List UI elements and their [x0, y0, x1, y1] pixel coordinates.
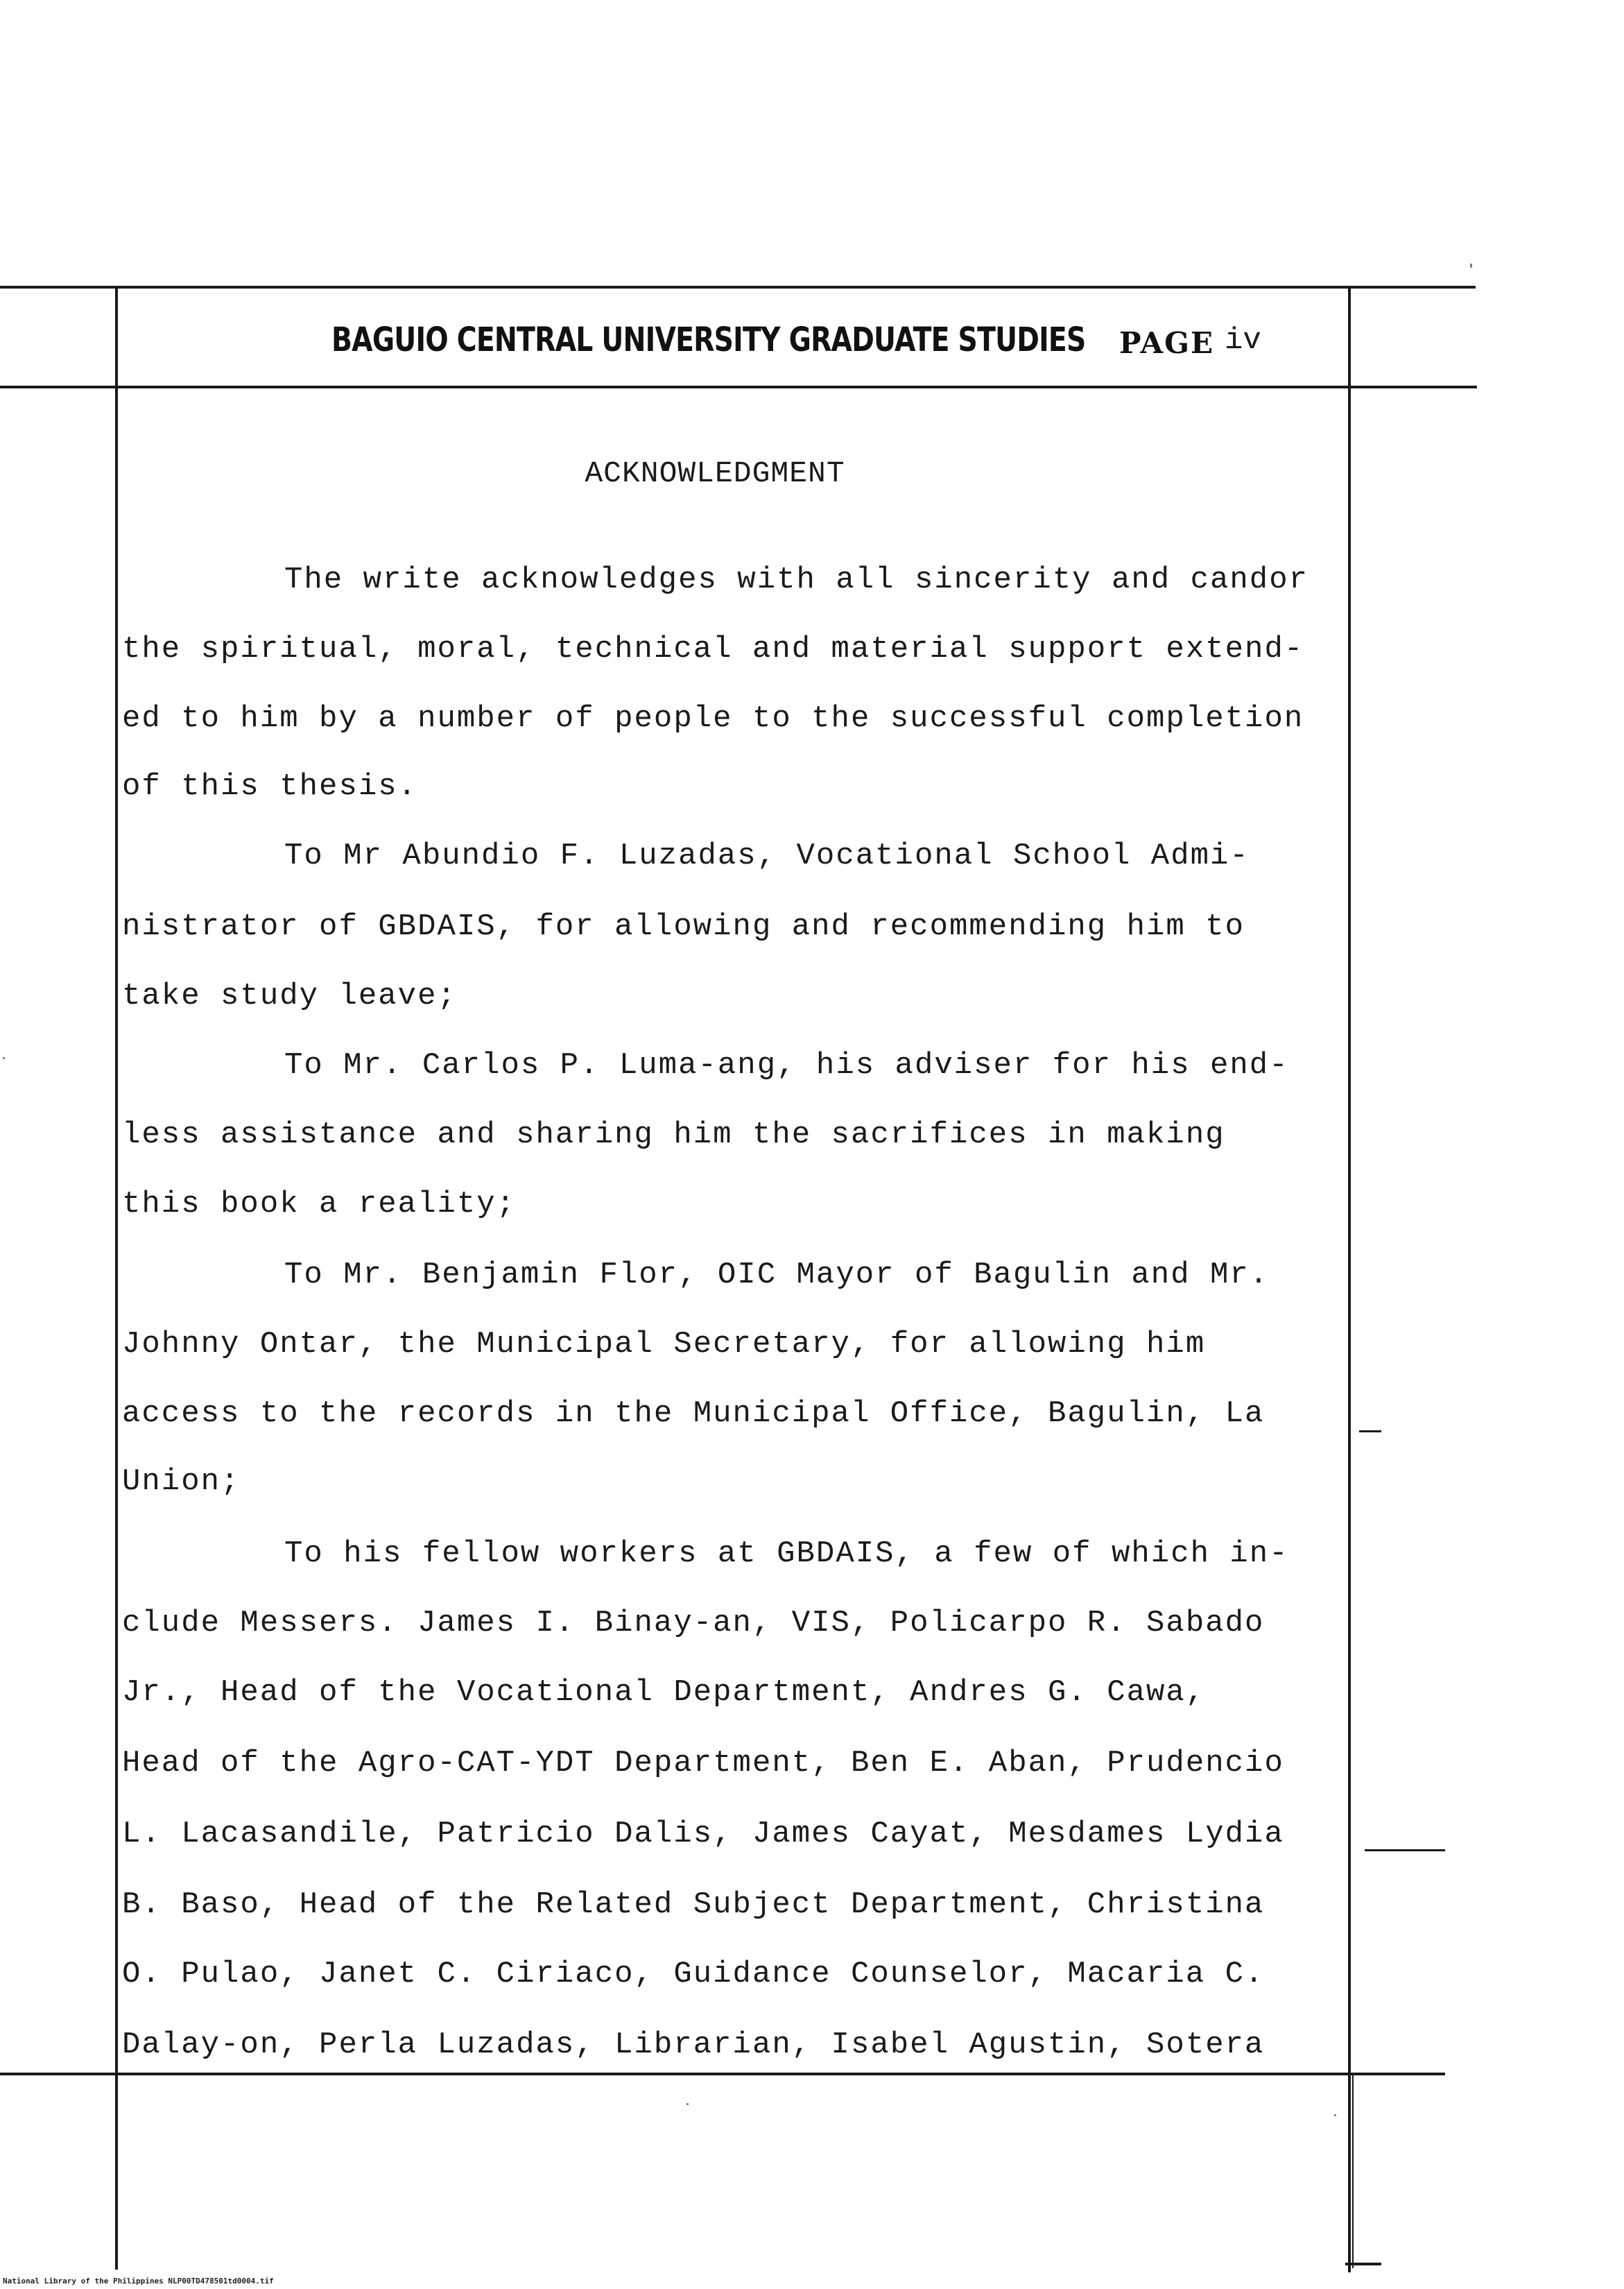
body-text-line: clude Messers. James I. Binay-an, VIS, Policarpo R. Sabado — [122, 1606, 1265, 1640]
body-text-line: To Mr. Carlos P. Luma-ang, his adviser for his end- — [284, 1048, 1289, 1083]
document-heading: ACKNOWLEDGMENT — [585, 456, 845, 490]
body-text-line: To Mr Abundio F. Luzadas, Vocational School Admi- — [284, 839, 1250, 873]
right-margin-line — [1348, 289, 1351, 2272]
bottom-corner-mark — [1345, 2263, 1381, 2265]
left-margin-line — [115, 286, 118, 2270]
body-text-line: less assistance and sharing him the sacrifices in making — [122, 1117, 1225, 1152]
body-text-line: the spiritual, moral, technical and material support extend- — [122, 632, 1304, 667]
body-text-line: Head of the Agro-CAT-YDT Department, Ben E. Aban, Prudencio — [122, 1746, 1284, 1781]
page-label: PAGE — [1119, 326, 1214, 360]
body-text-line: access to the records in the Municipal Office, Bagulin, La — [122, 1396, 1265, 1431]
scan-speck — [3, 1057, 5, 1059]
body-text-line: B. Baso, Head of the Related Subject Department, Christina — [122, 1887, 1265, 1922]
scan-credit-footer: National Library of the Philippines NLP00TD478501td0004.tif — [3, 2277, 274, 2286]
header-title: BAGUIO CENTRAL UNIVERSITY GRADUATE STUDIES — [331, 320, 1086, 359]
body-text-line: To Mr. Benjamin Flor, OIC Mayor of Bagulin and Mr. — [284, 1258, 1270, 1292]
footer-top-line — [0, 2073, 1445, 2075]
right-margin-line-inner — [1352, 2074, 1354, 2268]
body-text-line: nistrator of GBDAIS, for allowing and recommending him to — [122, 909, 1245, 944]
top-border-line — [0, 286, 1476, 289]
scan-speck — [1470, 264, 1472, 268]
header-bottom-line — [0, 386, 1477, 388]
body-text-line: Dalay-on, Perla Luzadas, Librarian, Isabel Agustin, Sotera — [122, 2027, 1265, 2062]
body-text-line: of this thesis. — [122, 769, 418, 804]
scan-speck — [686, 2103, 689, 2105]
page-number: iv — [1225, 323, 1261, 358]
body-text-line: L. Lacasandile, Patricio Dalis, James Cayat, Mesdames Lydia — [122, 1817, 1284, 1851]
body-text-line: O. Pulao, Janet C. Ciriaco, Guidance Counselor, Macaria C. — [122, 1957, 1265, 1991]
body-text-line: take study leave; — [122, 979, 457, 1013]
body-text-line: Union; — [122, 1464, 241, 1499]
body-text-line: this book a reality; — [122, 1187, 517, 1221]
body-text-line: The write acknowledges with all sincerity and candor — [284, 563, 1309, 597]
right-tick-mark-long — [1365, 1849, 1445, 1851]
body-text-line: To his fellow workers at GBDAIS, a few of which in- — [284, 1536, 1289, 1571]
body-text-line: ed to him by a number of people to the successful completion — [122, 701, 1304, 736]
right-tick-mark — [1359, 1430, 1381, 1432]
body-text-line: Johnny Ontar, the Municipal Secretary, for allowing him — [122, 1327, 1206, 1362]
scan-speck — [1334, 2114, 1336, 2116]
body-text-line: Jr., Head of the Vocational Department, Andres G. Cawa, — [122, 1675, 1206, 1710]
